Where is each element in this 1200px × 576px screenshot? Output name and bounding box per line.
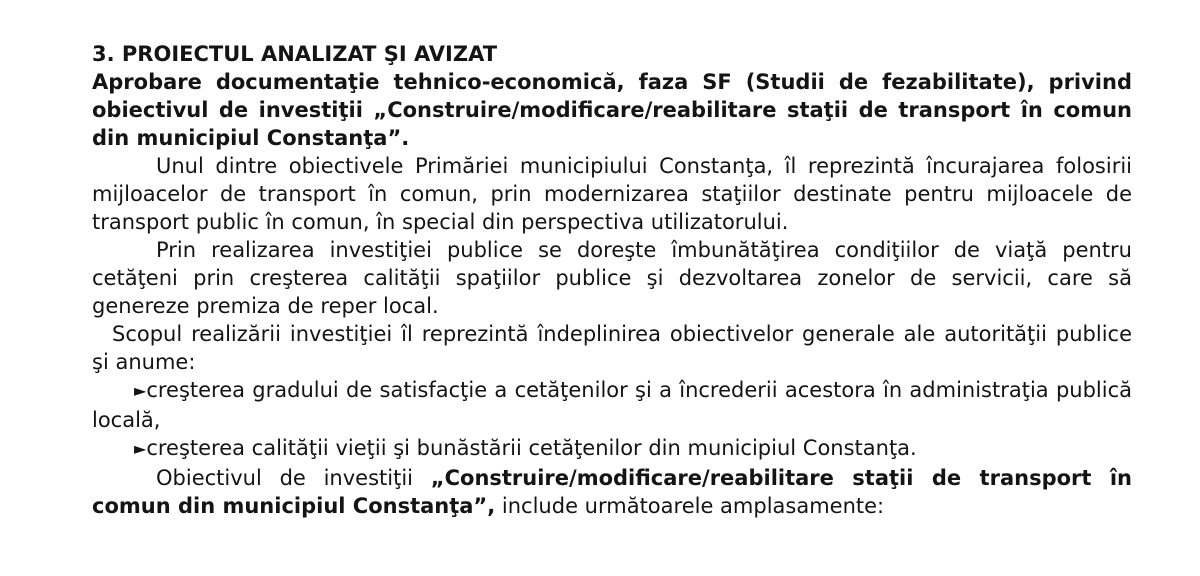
document-page: [92, 40, 1132, 520]
paragraph-2: Prin realizarea investiţiei publice se doreşte îmbunătăţirea condiţiilor de viaţă pentru cetăţeni prin creşterea calităţii spaţiilor publice şi dezvoltarea zonelor de servicii, care să genereze premiza de reper local.: [92, 238, 1132, 318]
section-heading: 3. PROIECTUL ANALIZAT ŞI AVIZAT: [92, 42, 498, 66]
bullet-text: creşterea gradului de satisfacţie a cetăţenilor şi a încrederii acestora în administraţia publică locală,: [92, 378, 1132, 432]
stamp-fragment: [398, 0, 432, 8]
bullet-text: creşterea calităţii vieţii şi bunăstării cetăţenilor din municipiul Constanţa.: [146, 436, 917, 460]
objective-lead: Obiectivul de investiţii: [156, 466, 414, 490]
project-title: Aprobare documentaţie tehnico-economică, faza SF (Studii de fezabilitate), privind obiectivul de investiţii „Construire/modificare/reabilitare staţii de transport în comun din municipiul Constanţa”.: [92, 70, 1132, 150]
bullet-triangle-icon: ►: [134, 381, 147, 400]
objective-name: „Construire/modificare/reabilitare staţii de transport în comun din municipiul Constanţa”,: [92, 466, 1132, 518]
paragraph-1: Unul dintre obiectivele Primăriei municipiului Constanţa, îl reprezintă încurajarea folosirii mijloacelor de transport în comun, prin modernizarea staţiilor destinate pentru mijloacele de transport public în comun, în special din perspectiva utilizatorului.: [92, 154, 1132, 234]
objective-tail: include următoarele amplasamente:: [501, 494, 885, 518]
bullet-triangle-icon: ►: [134, 439, 147, 458]
paragraph-3: Scopul realizării investiţiei îl reprezintă îndeplinirea obiectivelor generale ale autorităţii publice şi anume:: [92, 322, 1132, 374]
bullet-item-1: [92, 376, 1132, 434]
paragraph-4: [92, 464, 1132, 520]
bullet-item-2: [92, 434, 1132, 464]
